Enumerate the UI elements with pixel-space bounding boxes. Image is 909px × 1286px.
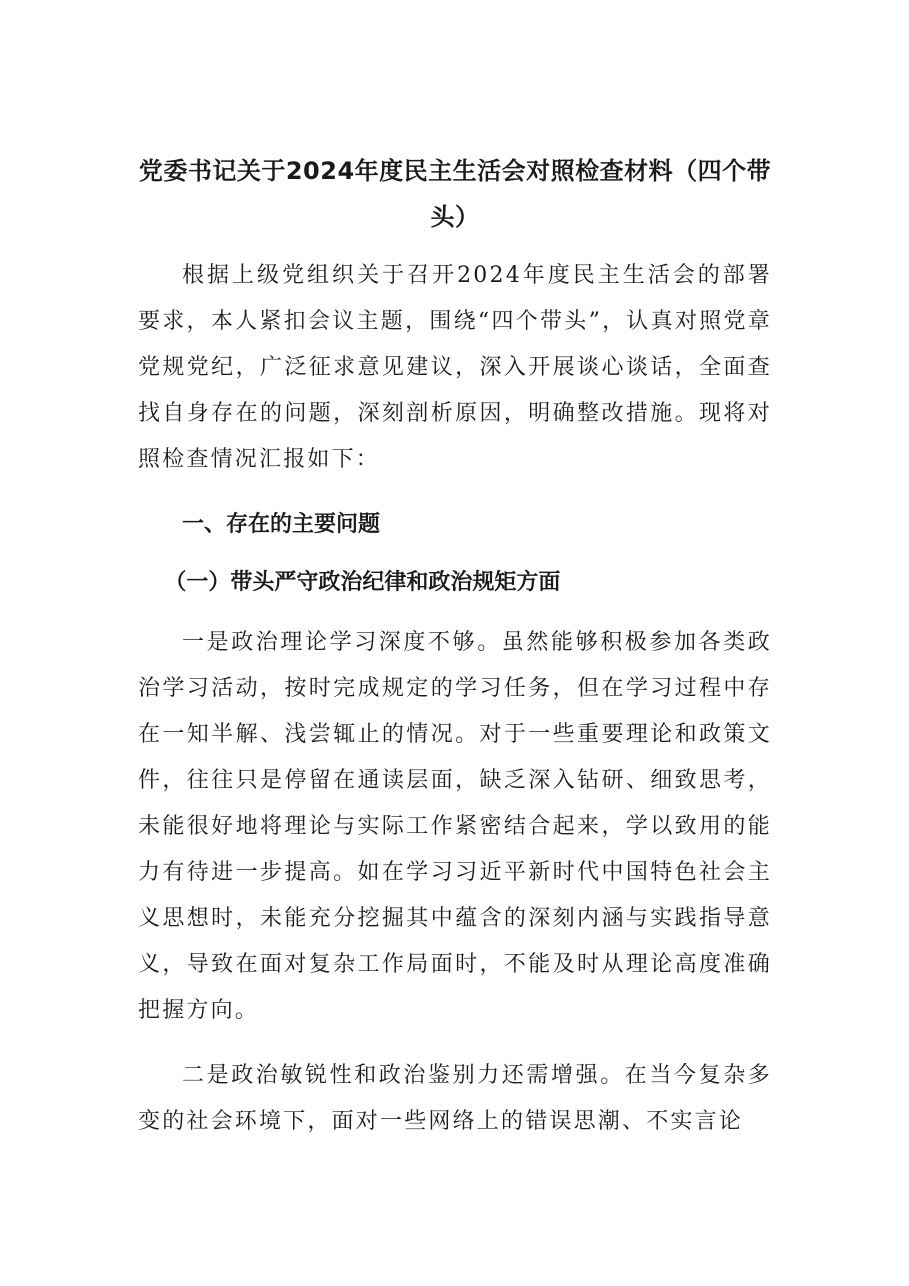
document-title: 党委书记关于2024年度民主生活会对照检查材料（四个带头） [138,157,772,231]
section-heading-problems: 一、存在的主要问题 [182,512,381,537]
body-paragraph-point-2: 二是政治敏锐性和政治鉴别力还需增强。在当今复杂多变的社会环境下，面对一些网络上的错误思潮、不实言论 [138,1063,772,1134]
body-paragraph-point-1: 一是政治理论学习深度不够。虽然能够积极参加各类政治学习活动，按时完成规定的学习任务，但在学习过程中存在一知半解、浅尝辄止的情况。对于一些重要理论和政策文件，往往只是停留在通读层面，缺乏深入钻研、细致思考，未能很好地将理论与实际工作紧密结合起来，学以致用的能力有待进一步提高。如在学习习近平新时代中国特色社会主义思想时，未能充分挖掘其中蕴含的深刻内涵与实践指导意义，导致在面对复杂工作局面时，不能及时从理论高度准确把握方向。 [138,630,772,1023]
intro-paragraph: 根据上级党组织关于召开2024年度民主生活会的部署要求，本人紧扣会议主题，围绕“四个带头”，认真对照党章党规党纪，广泛征求意见建议，深入开展谈心谈话，全面查找自身存在的问题，深刻剖析原因，明确整改措施。现将对照检查情况汇报如下： [138,263,772,472]
subsection-heading-political-discipline: （一）带头严守政治纪律和政治规矩方面 [164,570,561,595]
